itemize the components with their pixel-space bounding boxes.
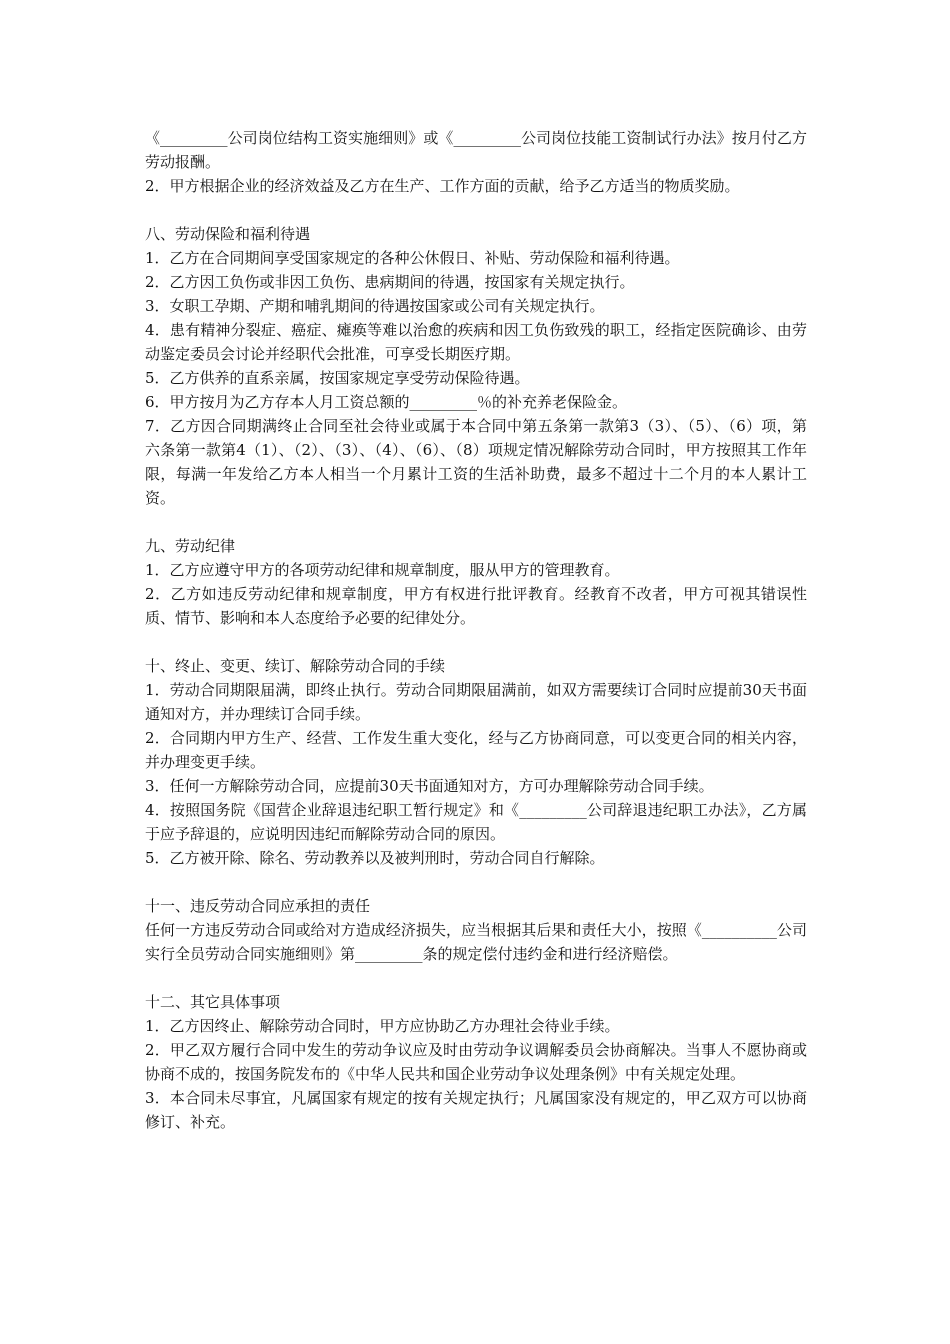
section-paragraph: 2．乙方因工负伤或非因工负伤、患病期间的待遇，按国家有关规定执行。 (145, 273, 635, 291)
section-heading-other-matters: 十二、其它具体事项 (145, 993, 281, 1011)
section-heading-termination: 十、终止、变更、续订、解除劳动合同的手续 (145, 657, 446, 675)
section-paragraph: 5．乙方供养的直系亲属，按国家规定享受劳动保险待遇。 (145, 369, 530, 387)
section-paragraph: 3．本合同未尽事宜，凡属国家有规定的按有关规定执行；凡属国家没有规定的，甲乙双方可以协商修订、补充。 (145, 1089, 807, 1131)
section-heading-liability: 十一、违反劳动合同应承担的责任 (145, 897, 371, 915)
section-paragraph: 1．乙方应遵守甲方的各项劳动纪律和规章制度，服从甲方的管理教育。 (145, 561, 620, 579)
section-paragraph: 3．任何一方解除劳动合同，应提前30天书面通知对方，方可办理解除劳动合同手续。 (145, 777, 714, 795)
section-paragraph: 2．乙方如违反劳动纪律和规章制度，甲方有权进行批评教育。经教育不改者，甲方可视其错误性质、情节、影响和本人态度给予必要的纪律处分。 (145, 585, 807, 627)
section-paragraph: 4．按照国务院《国营企业辞退违纪职工暂行规定》和《_________公司辞退违纪职工办法》，乙方属于应予辞退的，应说明因违纪而解除劳动合同的原因。 (145, 801, 807, 843)
intro-paragraph-2: 2．甲方根据企业的经济效益及乙方在生产、工作方面的贡献，给予乙方适当的物质奖励。 (145, 177, 740, 195)
section-paragraph: 任何一方违反劳动合同或给对方造成经济损失，应当根据其后果和责任大小，按照《__________公司实行全员劳动合同实施细则》第_________条的规定偿付违约金和进行经济赔偿。 (145, 921, 807, 963)
intro-paragraph-1: 《_________公司岗位结构工资实施细则》或《_________公司岗位技能工资制试行办法》按月付乙方劳动报酬。 (145, 129, 807, 171)
section-paragraph: 7．乙方因合同期满终止合同至社会待业或属于本合同中第五条第一款第3（3）、（5）、（6）项，第六条第一款第4（1）、（2）、（3）、（4）、（6）、（8）项规定情况解除劳动合同时，甲方按照其工作年限，每满一年发给乙方本人相当一个月累计工资的生活补助费，最多不超过十二个月的本人累计工资。 (145, 417, 807, 507)
section-heading-discipline: 九、劳动纪律 (145, 537, 236, 555)
section-paragraph: 1．乙方因终止、解除劳动合同时，甲方应协助乙方办理社会待业手续。 (145, 1017, 620, 1035)
section-paragraph: 1．劳动合同期限届满，即终止执行。劳动合同期限届满前，如双方需要续订合同时应提前30天书面通知对方，并办理续订合同手续。 (145, 681, 807, 723)
section-heading-insurance: 八、劳动保险和福利待遇 (145, 225, 311, 243)
section-paragraph: 6．甲方按月为乙方存本人月工资总额的_________％的补充养老保险金。 (145, 393, 628, 411)
section-paragraph: 4．患有精神分裂症、癌症、瘫痪等难以治愈的疾病和因工负伤致残的职工，经指定医院确诊、由劳动鉴定委员会讨论并经职代会批准，可享受长期医疗期。 (145, 321, 807, 363)
contract-body (145, 126, 807, 1134)
section-paragraph: 2．合同期内甲方生产、经营、工作发生重大变化，经与乙方协商同意，可以变更合同的相关内容，并办理变更手续。 (145, 729, 807, 771)
section-paragraph: 1．乙方在合同期间享受国家规定的各种公休假日、补贴、劳动保险和福利待遇。 (145, 249, 680, 267)
section-paragraph: 3．女职工孕期、产期和哺乳期间的待遇按国家或公司有关规定执行。 (145, 297, 605, 315)
section-paragraph: 2．甲乙双方履行合同中发生的劳动争议应及时由劳动争议调解委员会协商解决。当事人不愿协商或协商不成的，按国务院发布的《中华人民共和国企业劳动争议处理条例》中有关规定处理。 (145, 1041, 807, 1083)
section-paragraph: 5．乙方被开除、除名、劳动教养以及被判刑时，劳动合同自行解除。 (145, 849, 605, 867)
